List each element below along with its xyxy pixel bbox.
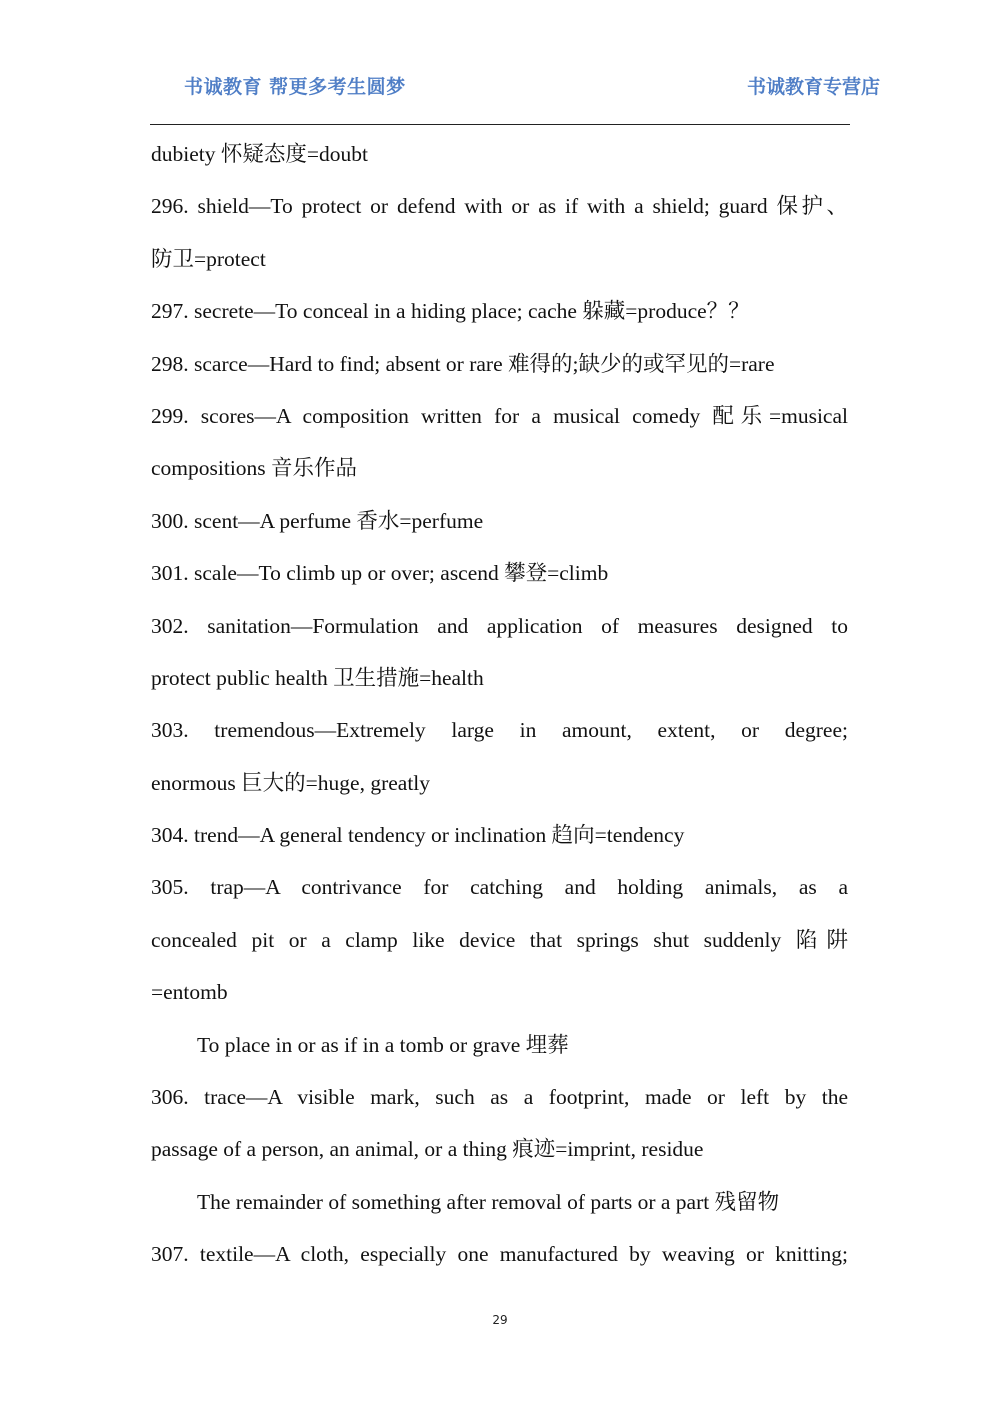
text-line: =entomb <box>151 980 228 1005</box>
text-line: passage of a person, an animal, or a thing 痕迹=imprint, residue <box>151 1137 704 1162</box>
vocabulary-text-body <box>151 128 848 1281</box>
header-divider <box>150 124 850 125</box>
text-line: dubiety 怀疑态度=doubt <box>151 142 368 166</box>
text-line: The remainder of something after removal of parts or a part 残留物 <box>197 1189 780 1214</box>
text-line: 297. secrete—To conceal in a hiding place; cache 躲藏=produce？？ <box>151 299 750 324</box>
text-line: 298. scarce—Hard to find; absent or rare 难得的;缺少的或罕见的=rare <box>151 351 775 376</box>
page-number: 29 <box>492 1313 508 1327</box>
text-line: concealed pit or a clamp like device that springs shut suddenly 陷阱 <box>151 927 848 952</box>
text-line: To place in or as if in a tomb or grave 埋葬 <box>197 1032 569 1057</box>
text-line: 299. scores—A composition written for a musical comedy 配乐=musical <box>151 403 848 428</box>
text-line: 306. trace—A visible mark, such as a footprint, made or left by the <box>151 1085 848 1110</box>
header-slogan: 书诚教育 帮更多考生圆梦 <box>184 76 406 98</box>
text-line: 305. trap—A contrivance for catching and holding animals, as a <box>151 875 848 900</box>
text-line: 296. shield—To protect or defend with or as if with a shield; guard 保护、 <box>151 194 848 219</box>
text-line: 防卫=protect <box>151 246 266 271</box>
text-line: 302. sanitation—Formulation and application of measures designed to <box>151 613 848 638</box>
page-header <box>150 70 880 104</box>
text-line: protect public health 卫生措施=health <box>151 665 484 690</box>
text-line: 304. trend—A general tendency or inclination 趋向=tendency <box>151 823 685 848</box>
text-line: compositions 音乐作品 <box>151 456 358 481</box>
text-line: 301. scale—To climb up or over; ascend 攀登=climb <box>151 561 609 586</box>
text-line: enormous 巨大的=huge, greatly <box>151 770 431 795</box>
text-line: 307. textile—A cloth, especially one manufactured by weaving or knitting; <box>151 1242 848 1267</box>
text-line: 300. scent—A perfume 香水=perfume <box>151 508 484 533</box>
text-line: 303. tremendous—Extremely large in amount, extent, or degree; <box>151 718 848 743</box>
header-store-name: 书诚教育专营店 <box>746 76 880 98</box>
